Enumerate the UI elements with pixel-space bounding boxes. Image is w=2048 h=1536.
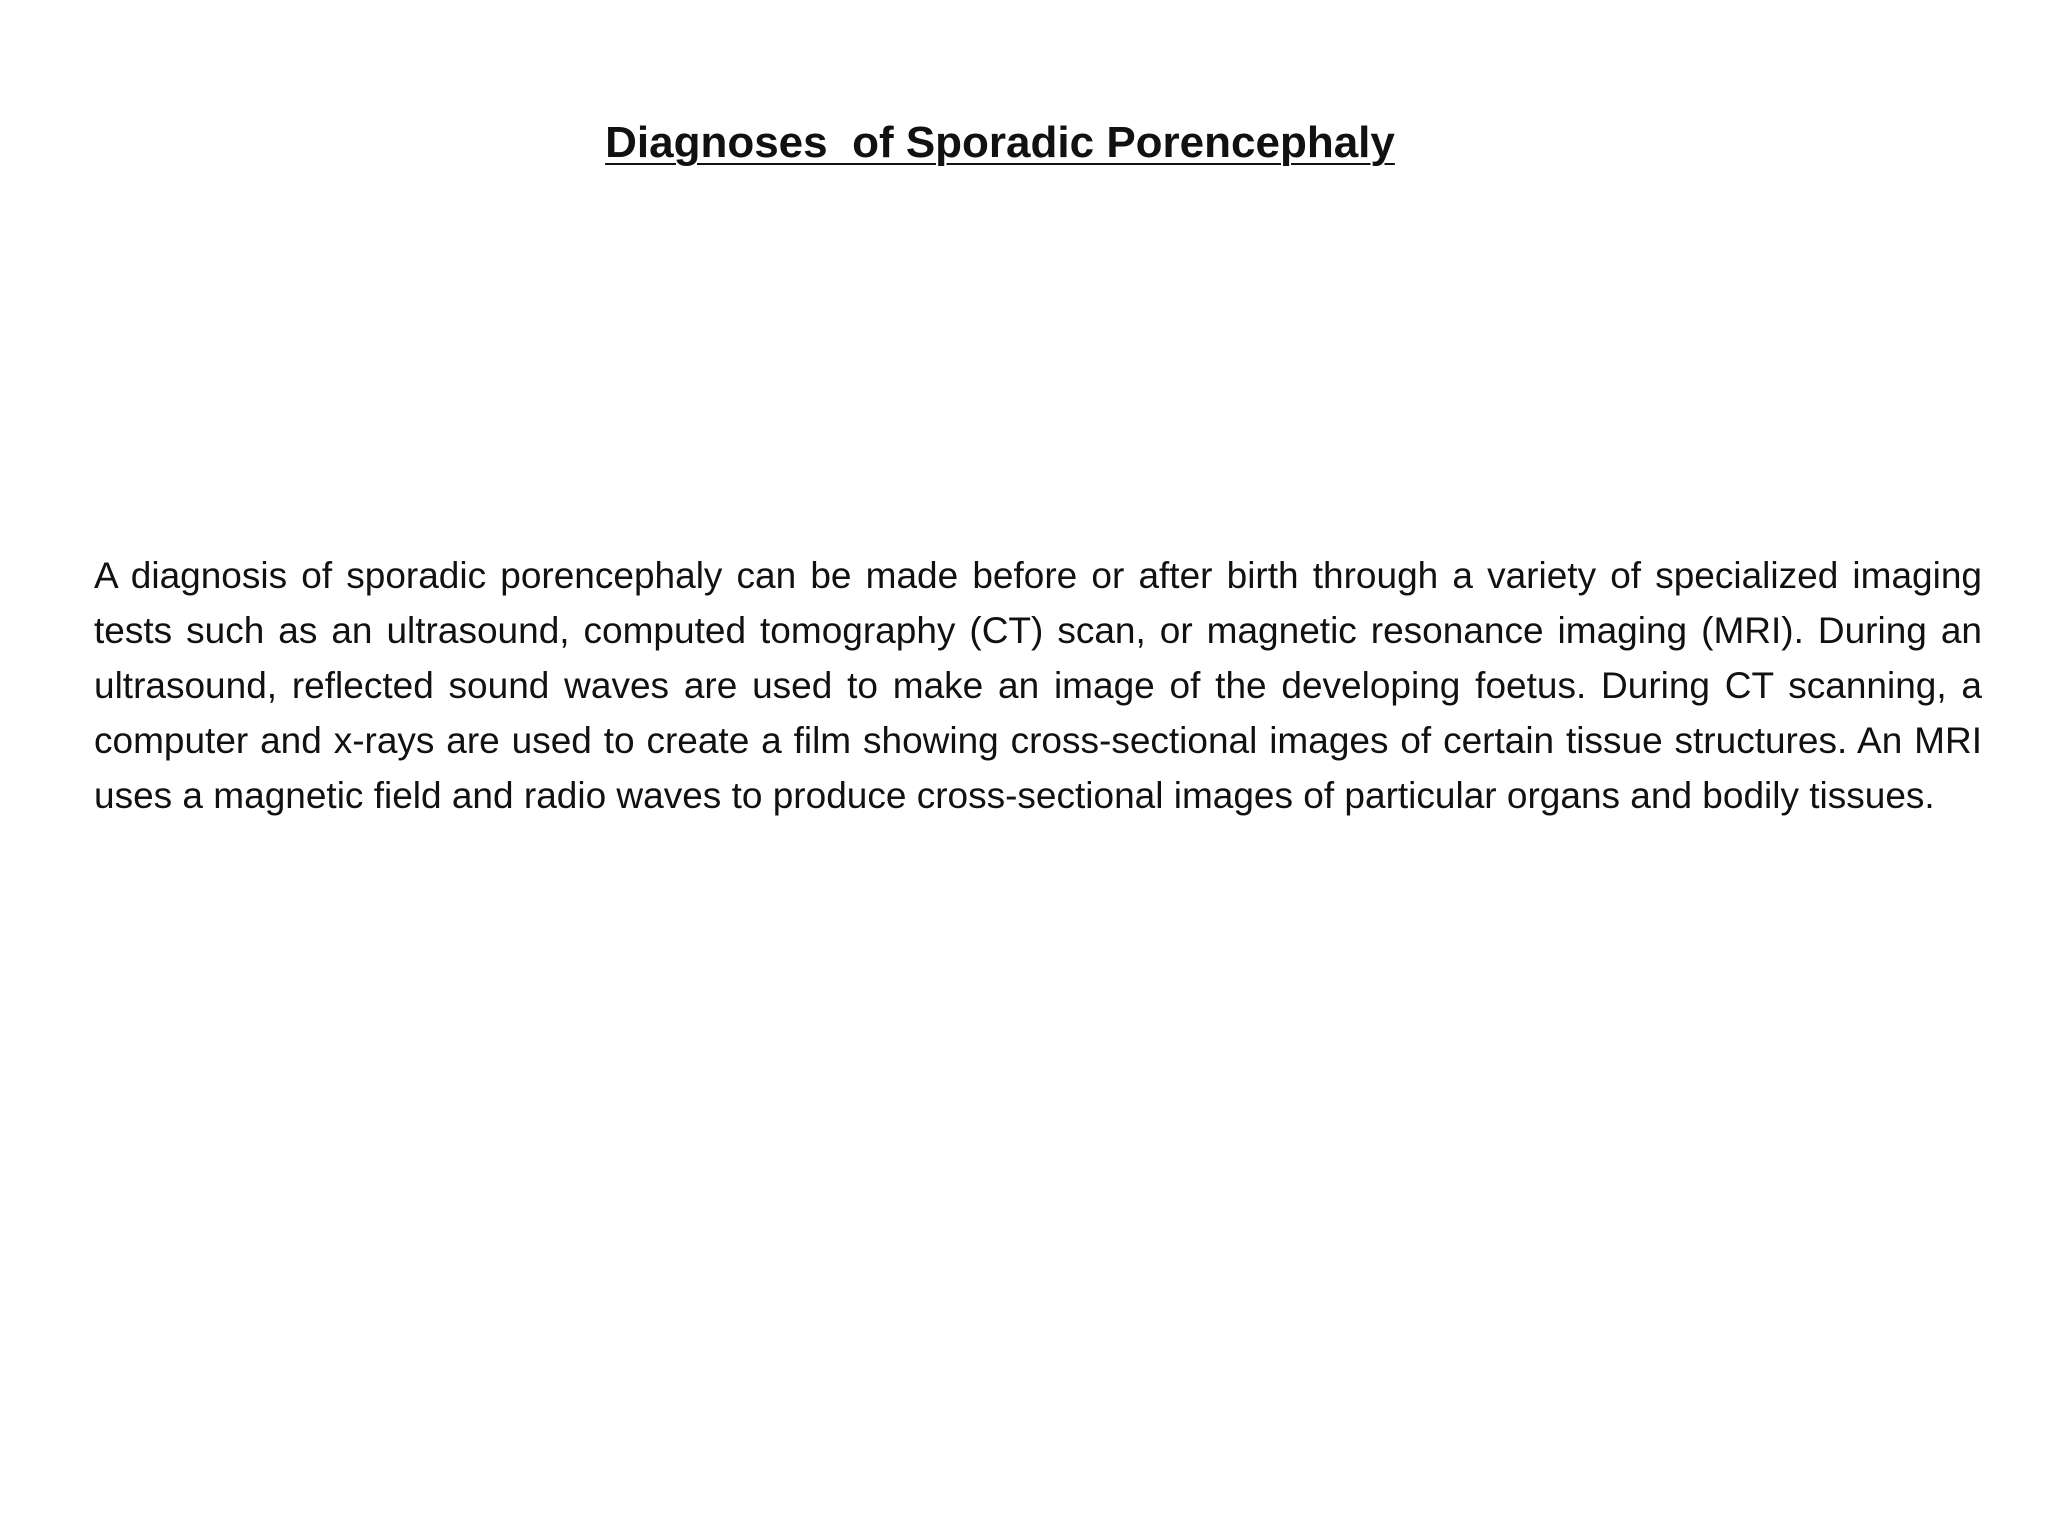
slide-body-paragraph: A diagnosis of sporadic porencephaly can be made before or after birth through a variety of specialized imaging tests such as an ultrasound, computed tomography (CT) scan, or magnetic resonance imaging (MRI). During an ultrasound, reflected sound waves are used to make an image of the developing foetus. During CT scanning, a computer and x-rays are used to create a film showing cross-sectional images of certain tissue structures. An MRI uses a magnetic field and radio waves to produce cross-sectional images of particular organs and bodily tissues. <box>94 555 1982 816</box>
slide-title: Diagnoses of Sporadic Porencephaly <box>605 118 1395 167</box>
